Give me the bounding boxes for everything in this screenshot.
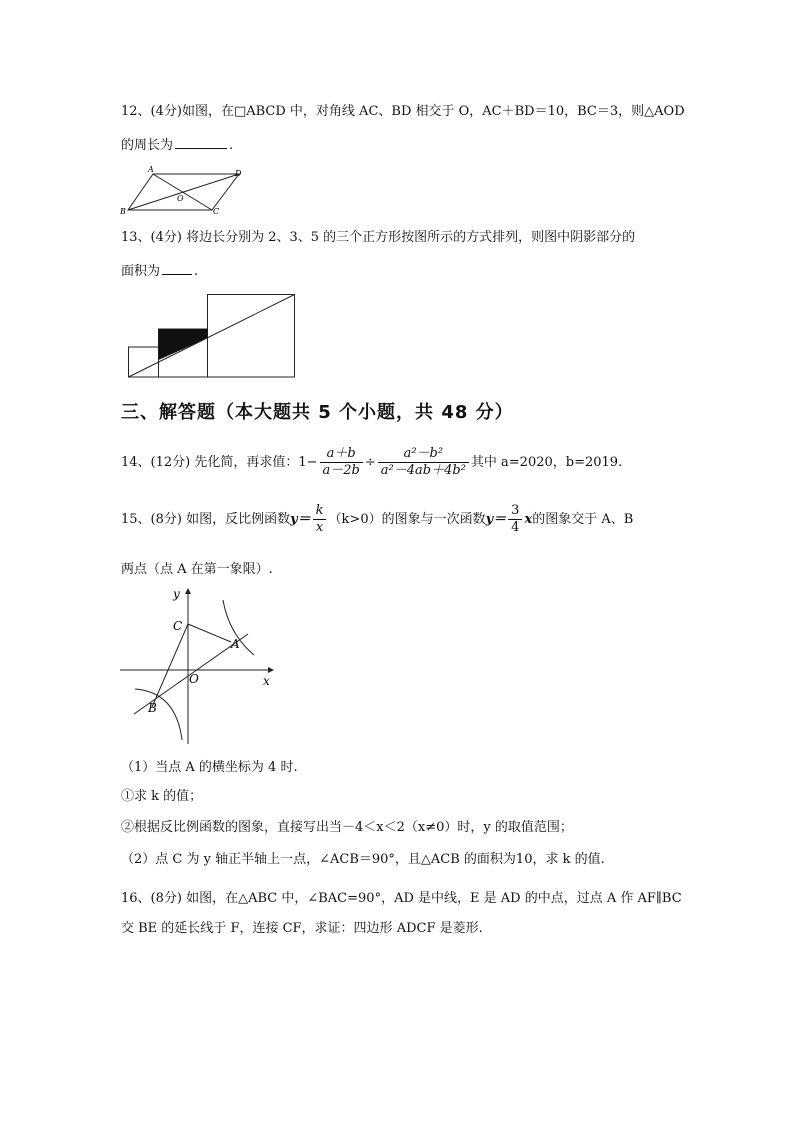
q15-suffix: 的图象交于 A、B <box>532 512 634 527</box>
label-x: x <box>263 674 270 688</box>
q15-frac-34-den: 4 <box>508 519 522 536</box>
q12-line1: 12、(4分)如图，在□ABCD 中，对角线 AC、BD 相交于 O，AC＋BD＝10，BC＝3，则△AOD <box>121 104 685 119</box>
q15-cond: （k>0）的图象与一次函数 <box>328 512 486 527</box>
q15-line1 <box>121 503 633 537</box>
label-a: A <box>148 165 154 174</box>
q14-suffix: 其中 a=2020，b=2019. <box>470 455 623 470</box>
square-side-2 <box>129 347 159 377</box>
q12-end: . <box>229 138 234 153</box>
q13-line1: 13、(4分) 将边长分别为 2、3、5 的三个正方形按图所示的方式排列，则图中阴影部分的 <box>121 230 636 245</box>
q15-line2: 两点（点 A 在第一象限）. <box>121 562 273 577</box>
diagonal-line <box>129 295 295 378</box>
q14-prefix: 14、(12分) 先化简，再求值：1− <box>121 455 318 470</box>
q15-sub1b: ②根据反比例函数的图象，直接写出当－4＜x＜2（x≠0）时，y 的取值范围； <box>121 820 573 835</box>
section-3-title: 三、解答题（本大题共 5 个小题，共 48 分） <box>121 402 514 423</box>
q15-sub1: （1）当点 A 的横坐标为 4 时. <box>121 760 298 775</box>
shaded-region <box>159 329 208 360</box>
square-side-5 <box>208 295 295 378</box>
q15-func1-lhs: y＝ <box>290 512 311 527</box>
label-c: C <box>213 207 220 216</box>
q15-frac-k-over-x <box>313 503 327 536</box>
label-d: D <box>235 169 242 178</box>
label-b: B <box>148 701 157 715</box>
q15-func2-rhs: x <box>524 512 533 527</box>
q15-frac-3-4 <box>508 503 522 536</box>
q14-frac2-num: a²－b² <box>403 446 444 461</box>
q15-sub2: （2）点 C 为 y 轴正半轴上一点，∠ACB＝90°，且△ACB 的面积为10，求 k 的值. <box>121 852 605 867</box>
q14-frac2-den: a²－4ab＋4b² <box>378 462 469 479</box>
q15-frac-k-num: k <box>315 503 324 518</box>
q12-parallelogram-figure <box>118 165 248 219</box>
q14-divide-sign: ÷ <box>364 455 376 470</box>
y-axis-arrow-icon <box>185 588 191 594</box>
label-b: B <box>120 207 126 216</box>
q12-line2-text: 的周长为 <box>121 138 174 153</box>
q14-frac1-den: a－2b <box>320 462 363 479</box>
q13-answer-blank <box>162 260 192 275</box>
segment-cb <box>152 624 188 707</box>
label-o: O <box>177 194 184 203</box>
x-axis-arrow-icon <box>268 667 274 673</box>
q13-squares-figure <box>128 294 296 378</box>
q14-fraction-2 <box>378 446 469 479</box>
label-o: O <box>189 672 199 686</box>
label-c: C <box>173 619 183 633</box>
q16-line1: 16、(8分) 如图，在△ABC 中，∠BAC=90°，AD 是中线，E 是 AD 的中点，过点 A 作 AF∥BC <box>121 891 682 906</box>
label-y: y <box>173 587 180 601</box>
q13-end: . <box>194 264 199 279</box>
diagonal-bd <box>128 174 239 210</box>
q16-line2: 交 BE 的延长线于 F，连接 CF，求证：四边形 ADCF 是菱形. <box>121 921 483 936</box>
q14-fraction-1 <box>320 446 363 479</box>
segment-ca <box>188 624 231 642</box>
q13-line2 <box>121 260 198 282</box>
q14-line <box>121 446 622 480</box>
q12-answer-blank <box>175 134 227 149</box>
q15-func2-lhs: y＝ <box>485 512 507 527</box>
label-a: A <box>231 637 240 651</box>
q14-frac1-num: a＋b <box>326 446 356 461</box>
q15-frac-34-num: 3 <box>511 503 520 518</box>
q13-line2-text: 面积为 <box>121 264 161 279</box>
q15-sub1a: ①求 k 的值； <box>121 789 203 804</box>
q15-coordinate-figure <box>118 586 278 746</box>
q12-line2 <box>121 134 233 156</box>
q15-frac-k-den: x <box>313 519 326 536</box>
q15-prefix: 15、(8分) 如图，反比例函数 <box>121 512 291 527</box>
